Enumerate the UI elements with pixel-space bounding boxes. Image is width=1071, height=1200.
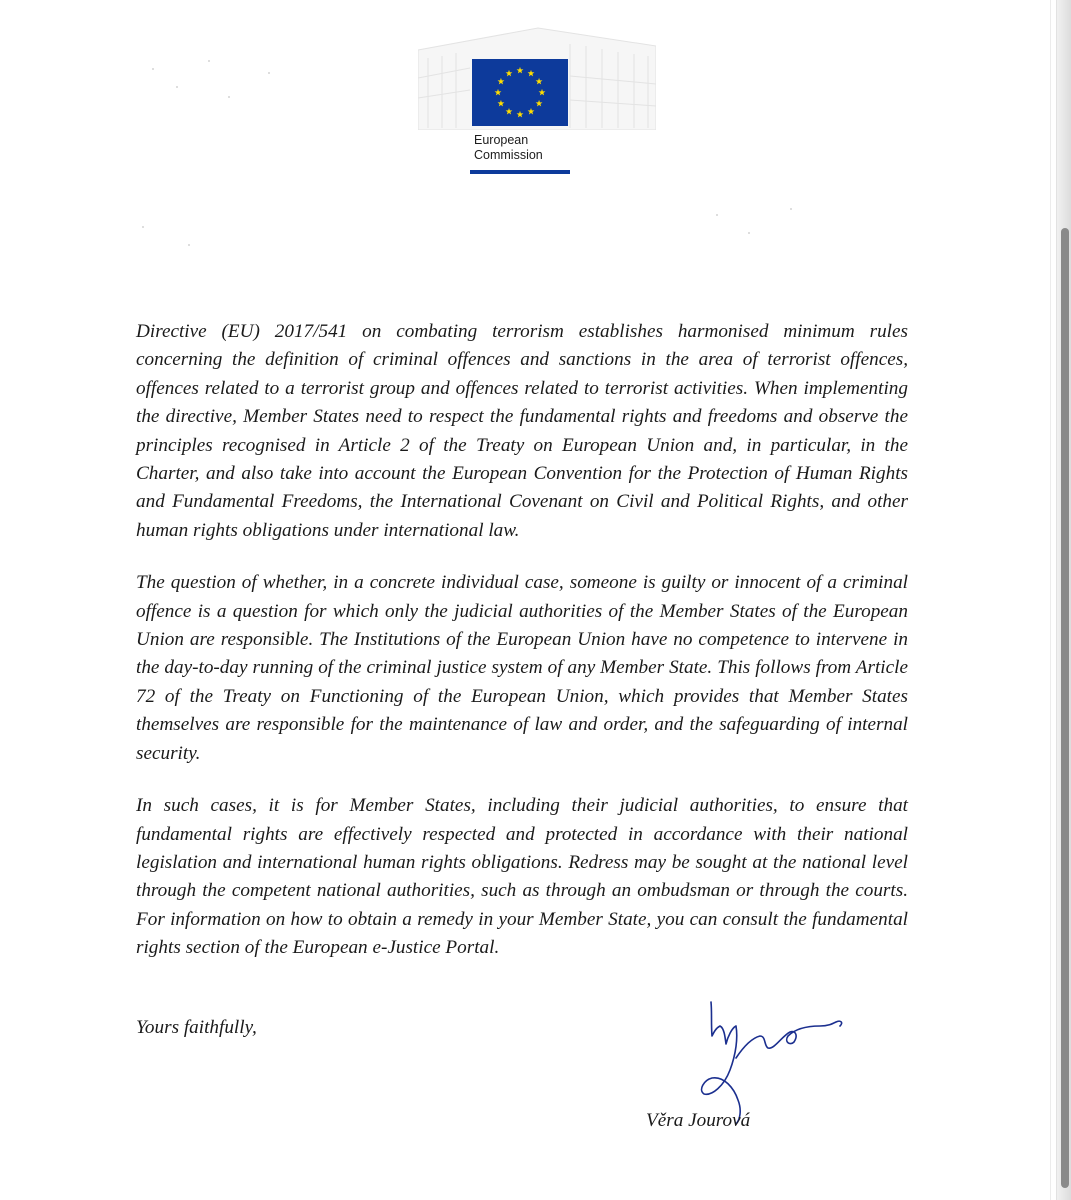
page-edge <box>1050 0 1051 1200</box>
eu-flag <box>472 59 568 126</box>
eu-star-icon <box>498 100 505 107</box>
paragraph: In such cases, it is for Member States, including their judicial authorities, to ensure that fundamental rights are effectively respected and protected in accordance with their national legislation and international human rights obligations. Redress may be sought at the national level through the competent national authorities, such as through an ombudsman or through the courts. For information on how to obtain a remedy in your Member State, you can consult the fundamental rights section of the European e-Justice Portal. <box>136 795 908 959</box>
organization-name-line1: European <box>474 133 529 147</box>
signer-name: Věra Jourová <box>646 1110 751 1131</box>
eu-star-icon <box>536 100 543 107</box>
closing-salutation: Yours faithfully, <box>136 1017 257 1038</box>
eu-star-icon <box>506 70 513 77</box>
organization-name-line2: Commission <box>474 148 543 162</box>
eu-star-icon <box>498 78 505 85</box>
eu-star-icon <box>528 70 535 77</box>
eu-star-icon <box>517 111 524 118</box>
scan-speckle <box>716 214 718 216</box>
scan-speckle <box>152 68 154 70</box>
organization-name <box>474 133 543 163</box>
scan-speckle <box>268 72 270 74</box>
paragraph: The question of whether, in a concrete individual case, someone is guilty or innocent of a criminal offence is a question for which only the judicial authorities of the Member States of the European Union are responsible. The Institutions of the European Union have no competence to intervene in the day-to-day running of the criminal justice system of any Member State. This follows from Article 72 of the Treaty on Functioning of the European Union, which provides that Member States themselves are responsible for the maintenance of law and order, and the safeguarding of internal security. <box>136 572 908 764</box>
letter-body <box>136 318 908 987</box>
eu-star-icon <box>517 67 524 74</box>
scan-speckle <box>748 232 750 234</box>
eu-star-icon <box>539 89 546 96</box>
scan-speckle <box>176 86 178 88</box>
scan-speckle <box>228 96 230 98</box>
scrollbar-thumb[interactable] <box>1061 228 1069 1188</box>
scan-speckle <box>208 60 210 62</box>
scan-speckle <box>142 226 144 228</box>
scan-speckle <box>790 208 792 210</box>
eu-star-icon <box>495 89 502 96</box>
scan-speckle <box>188 244 190 246</box>
eu-star-icon <box>528 108 535 115</box>
eu-star-icon <box>506 108 513 115</box>
letterhead-bar <box>470 170 570 174</box>
eu-star-icon <box>536 78 543 85</box>
eu-stars-icon <box>472 59 568 126</box>
paragraph: Directive (EU) 2017/541 on combating terrorism establishes harmonised minimum rules concerning the definition of criminal offences and sanctions in the area of terrorist offences, offences related to a terrorist group and offences related to terrorist activities. When implementing the directive, Member States need to respect the fundamental rights and freedoms and observe the principles recognised in Article 2 of the Treaty on European Union and, in particular, in the Charter, and also take into account the European Convention for the Protection of Human Rights and Fundamental Freedoms, the International Covenant on Civil and Political Rights, and other human rights obligations under international law. <box>136 321 908 541</box>
